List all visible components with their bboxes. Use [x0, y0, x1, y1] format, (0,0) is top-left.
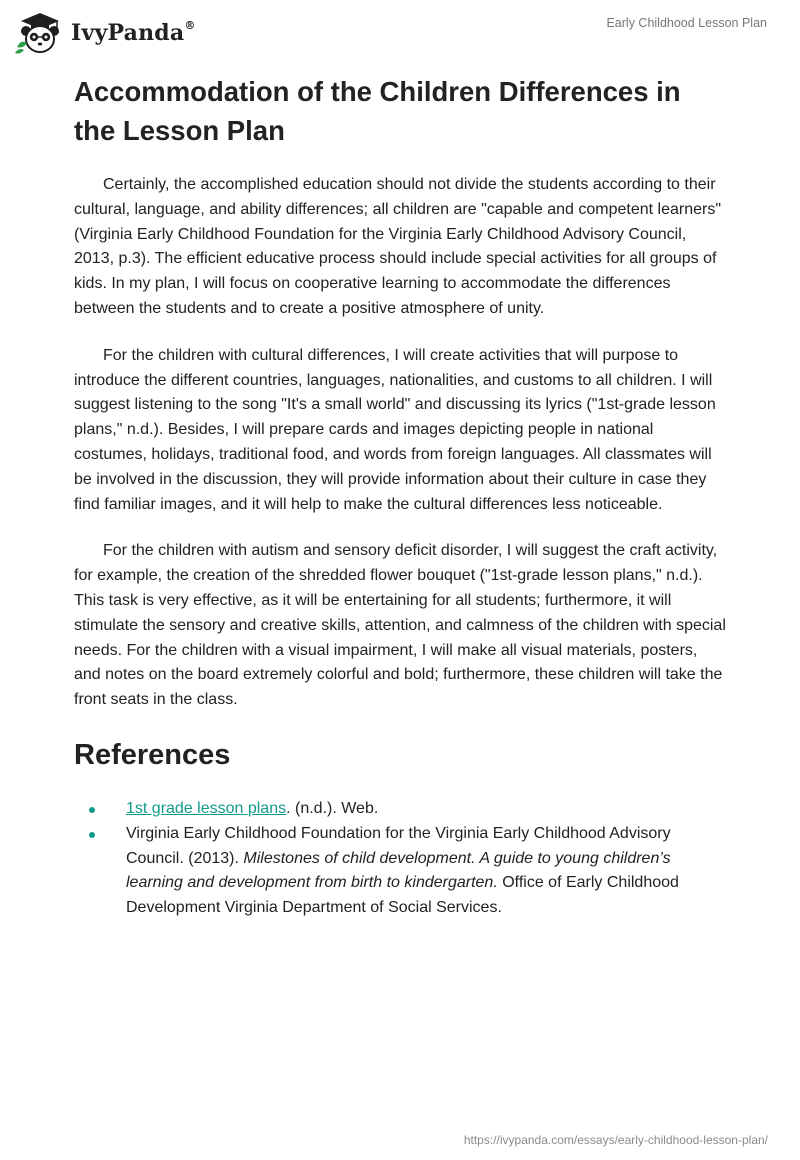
references-list [74, 797, 728, 921]
reference-publisher: Office of Early Childhood Development Virginia Department of Social Services. [126, 874, 679, 917]
bullet-icon [89, 832, 95, 838]
reference-link[interactable]: 1st grade lesson plans [126, 799, 287, 817]
article [74, 72, 728, 921]
page-header [0, 0, 800, 62]
article-heading: Accommodation of the Children Differences in the Lesson Plan [74, 76, 681, 146]
references-heading: References [74, 738, 231, 771]
paragraph: For the children with autism and sensory deficit disorder, I will suggest the craft activity, for example, the creation of the shredded flower bouquet ("1st-grade lesson plans," n.d.). This task is very effective, as it will be entertaining for all students; furthermore, it will stimulate the sensory and creative skills, attention, and calmness of the children with special needs. For the children with a visual impairment, I will make all visual materials, posters, and notes on the board extremely colorful and bold; furthermore, these children will take the front seats in the class. [74, 542, 726, 709]
source-url[interactable]: https://ivypanda.com/essays/early-childhood-lesson-plan/ [463, 1133, 768, 1147]
logo-text: IvyPanda® [71, 18, 196, 46]
panda-graduate-icon [13, 9, 65, 55]
reference-details: . (n.d.). Web. [286, 799, 379, 817]
paragraph: Certainly, the accomplished education should not divide the students according to their cultural, language, and ability differences; all children are "capable and competent learners" (Virginia Early Childhood Foundation for the Virginia Early Childhood Advisory Council, 2013, p.3). The efficient educative process should include special activities for all groups of kids. In my plan, I will focus on cooperative learning to accommodate the differences between the students and to create a positive atmosphere of unity. [74, 176, 722, 317]
reference-item [74, 797, 728, 822]
bullet-icon [89, 807, 95, 813]
reference-title: Milestones of child development. A guide to young children’s learning and development from birth to kindergarten. [126, 849, 671, 892]
reference-item [74, 822, 728, 921]
logo[interactable] [13, 9, 196, 55]
document-title: Early Childhood Lesson Plan [606, 16, 767, 30]
reference-authors: Virginia Early Childhood Foundation for the Virginia Early Childhood Advisory Council. (2013). [126, 824, 671, 867]
paragraph: For the children with cultural differences, I will create activities that will purpose to introduce the different countries, languages, nationalities, and customs to all children. I will suggest listening to the song "It's a small world" and discussing its lyrics ("1st-grade lesson plans," n.d.). Besides, I will prepare cards and images depicting people in national costumes, holidays, traditional food, and words from foreign languages. All classmates will be involved in the discussion, they will provide information about their culture in case they find familiar images, and it will help to make the cultural differences less noticeable. [74, 346, 716, 513]
